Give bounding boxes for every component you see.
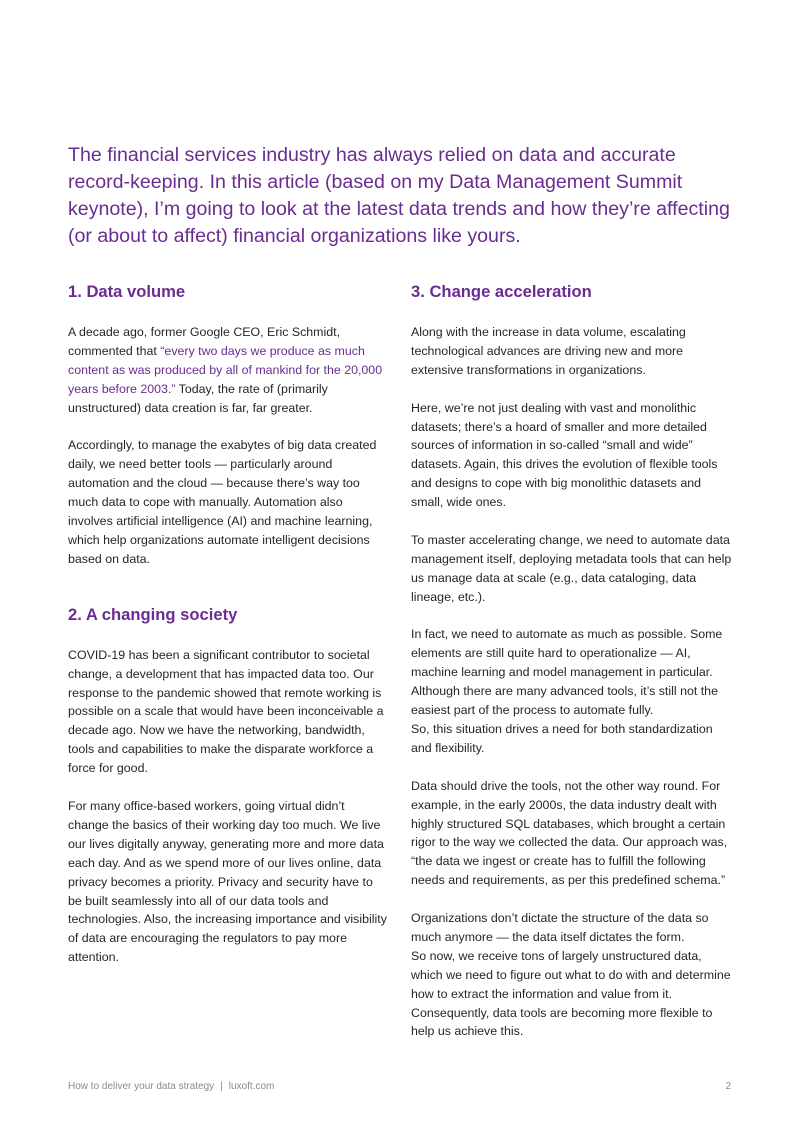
footer-separator: | (220, 1081, 223, 1092)
data-volume-paragraph-1 (68, 323, 388, 418)
changing-society-paragraph-2: For many office-based workers, going virtual didn’t change the basics of their working day too much. We live our lives digitally anyway, generating more and more data each day. And as we spend more of our lives online, data privacy becomes a priority. Privacy and security have to be built seamlessly into all of our data tools and technologies. Also, the increasing importance and visibility of data are encouraging the regulators to pay more attention. (68, 799, 387, 965)
footer-document-title: How to deliver your data strategy (68, 1081, 215, 1092)
data-volume-text-tail: Today, the rate of (primarily unstructured) data creation is far, far greater. (68, 381, 328, 415)
page-number: 2 (725, 1081, 731, 1092)
change-acceleration-paragraph-3: To master accelerating change, we need to automate data management itself, deploying metadata tools that can help us manage data at scale (e.g., data cataloging, data lineage, etc.). (411, 532, 732, 604)
change-acceleration-paragraph-6b: So now, we receive tons of largely unstructured data, which we need to figure out what to do with and determine how to extract the information and value from it. Consequently, data tools are becoming more flexible to help us achieve this. (411, 948, 731, 1039)
page-footer (68, 1080, 274, 1094)
footer-site-link[interactable]: luxoft.com (228, 1081, 275, 1092)
changing-society-paragraph-1: COVID-19 has been a significant contributor to societal change, a development that has impacted data too. Our response to the pandemic showed that remote working is possible on a scale that would have been inconceivable a decade ago. Now we have the networking, bandwidth, tools and capabilities to make the disparate workforce a force for good. (68, 647, 384, 776)
data-volume-paragraph-2: Accordingly, to manage the exabytes of big data created daily, we need better tools — particularly around automation and the cloud — because there’s way too much data to cope with manually. Automation also involves artificial intelligence (AI) and machine learning, which help organizations automate intelligent decisions based on data. (68, 438, 377, 566)
change-acceleration-paragraph-5: Data should drive the tools, not the other way round. For example, in the early 2000s, the data industry dealt with highly structured SQL databases, which brought a certain rigor to the way we collected the data. Our approach was, “the data we ingest or create has to fulfill the following needs and requirements, as per this predefined schema.” (411, 778, 728, 888)
right-column (411, 280, 736, 1041)
change-acceleration-paragraph-2: Here, we’re not just dealing with vast and monolithic datasets; there’s a hoard of smaller and more detailed sources of information in so-called “small and wide” datasets. Again, this drives the evolution of flexible tools and designs to cope with big monolithic datasets and small, wide ones. (411, 400, 718, 510)
left-column (68, 280, 388, 967)
intro-paragraph: The financial services industry has always relied on data and accurate record-keeping. In this article (based on my Data Management Summit keynote), I’m going to look at the latest data trends and how they’re affecting (or about to affect) financial organizations like yours. (68, 144, 730, 247)
schmidt-quote: “every two days we produce as much content as was produced by all of mankind for the 20,000 years before 2003.” (68, 343, 383, 396)
change-acceleration-paragraph-1: Along with the increase in data volume, escalating technological advances are driving new and more extensive transformations in organizations. (411, 325, 686, 377)
change-acceleration-paragraph-4a: In fact, we need to automate as much as possible. Some elements are still quite hard to operationalize — AI, machine learning and model management in particular. Although there are many advanced tools, it’s still not the easiest part of the process to automate fully. (411, 627, 723, 718)
data-volume-text-lead: A decade ago, former Google CEO, Eric Schmidt, commented that (68, 325, 341, 358)
section-heading-change-acceleration: 3. Change acceleration (411, 282, 592, 301)
section-heading-data-volume: 1. Data volume (68, 282, 186, 301)
change-acceleration-paragraph-4b: So, this situation drives a need for both standardization and flexibility. (411, 721, 713, 755)
change-acceleration-paragraph-6a: Organizations don’t dictate the structure of the data so much anymore — the data itself dictates the form. (411, 911, 709, 944)
section-heading-changing-society: 2. A changing society (68, 604, 238, 624)
